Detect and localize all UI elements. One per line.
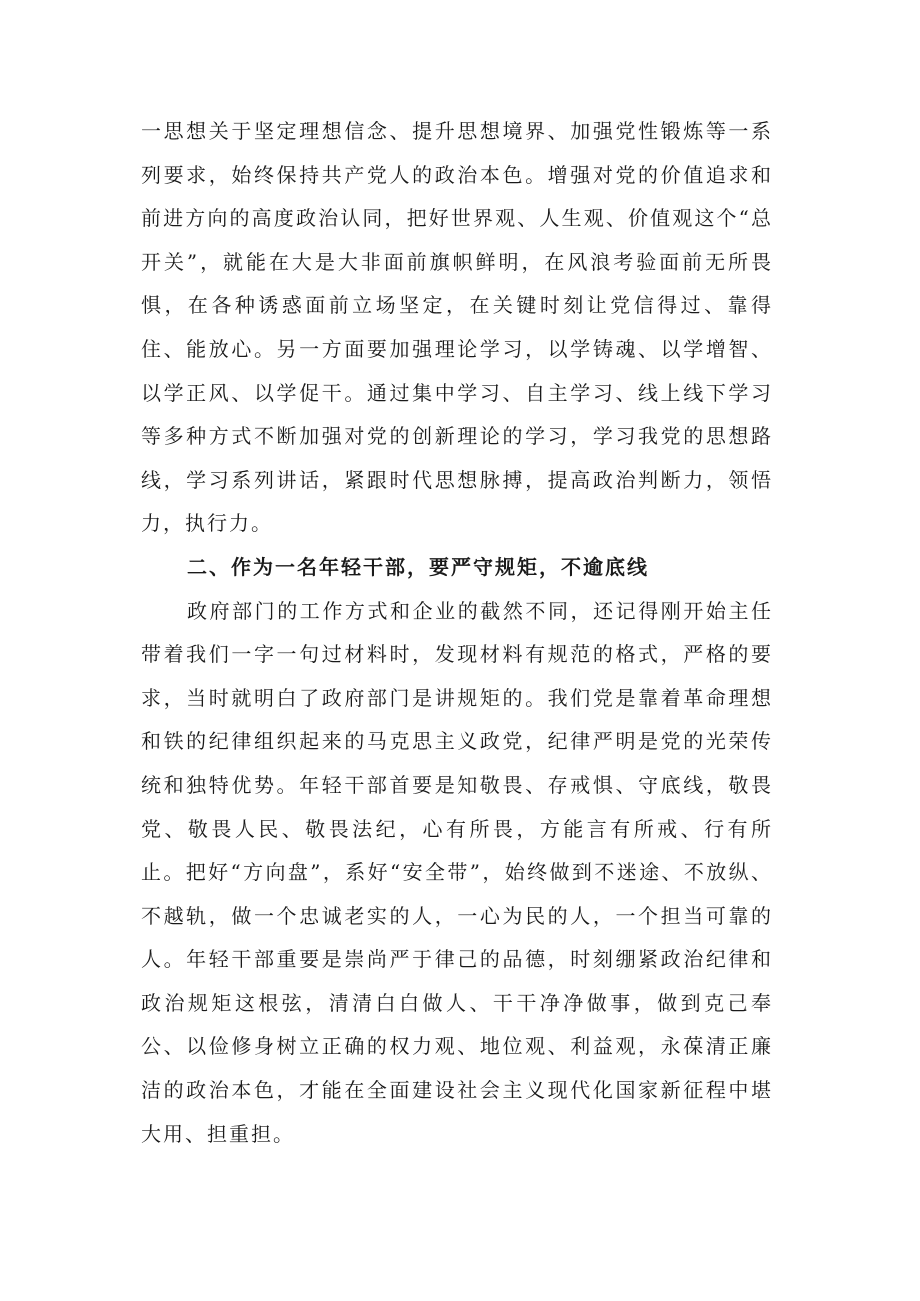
paragraph-section-2: 政府部门的工作方式和企业的截然不同，还记得刚开始主任带着我们一字一句过材料时，发现材料有规范的格式，严格的要求，当时就明白了政府部门是讲规矩的。我们党是靠着革命理想和铁的纪律组织起来的马克思主义政党，纪律严明是党的光荣传统和独特优势。年轻干部首要是知敬畏、存戒惧、守底线，敬畏党、敬畏人民、敬畏法纪，心有所畏，方能言有所戒、行有所止。把好“方向盘”，系好“安全带”，始终做到不迷途、不放纵、不越轨，做一个忠诚老实的人，一心为民的人，一个担当可靠的人。年轻干部重要是崇尚严于律己的品德，时刻绷紧政治纪律和政治规矩这根弦，清清白白做人、干干净净做事，做到克己奉公、以俭修身树立正确的权力观、地位观、利益观，永葆清正廉洁的政治本色，才能在全面建设社会主义现代化国家新征程中堪大用、担重担。 xyxy=(141,598,773,1146)
paragraph-continued: 一思想关于坚定理想信念、提升思想境界、加强党性锻炼等一系列要求，始终保持共产党人的政治本色。增强对党的价值追求和前进方向的高度政治认同，把好世界观、人生观、价值观这个“总开关”，就能在大是大非面前旗帜鲜明，在风浪考验面前无所畏惧，在各种诱惑面前立场坚定，在关键时刻让党信得过、靠得住、能放心。另一方面要加强理论学习，以学铸魂、以学增智、以学正风、以学促干。通过集中学习、自主学习、线上线下学习等多种方式不断加强对党的创新理论的学习，学习我党的思想路线，学习系列讲话，紧跟时代思想脉搏，提高政治判断力，领悟力，执行力。 xyxy=(141,119,773,536)
document-body xyxy=(141,110,773,1156)
section-heading-2: 二、作为一名年轻干部，要严守规矩，不逾底线 xyxy=(187,554,649,579)
